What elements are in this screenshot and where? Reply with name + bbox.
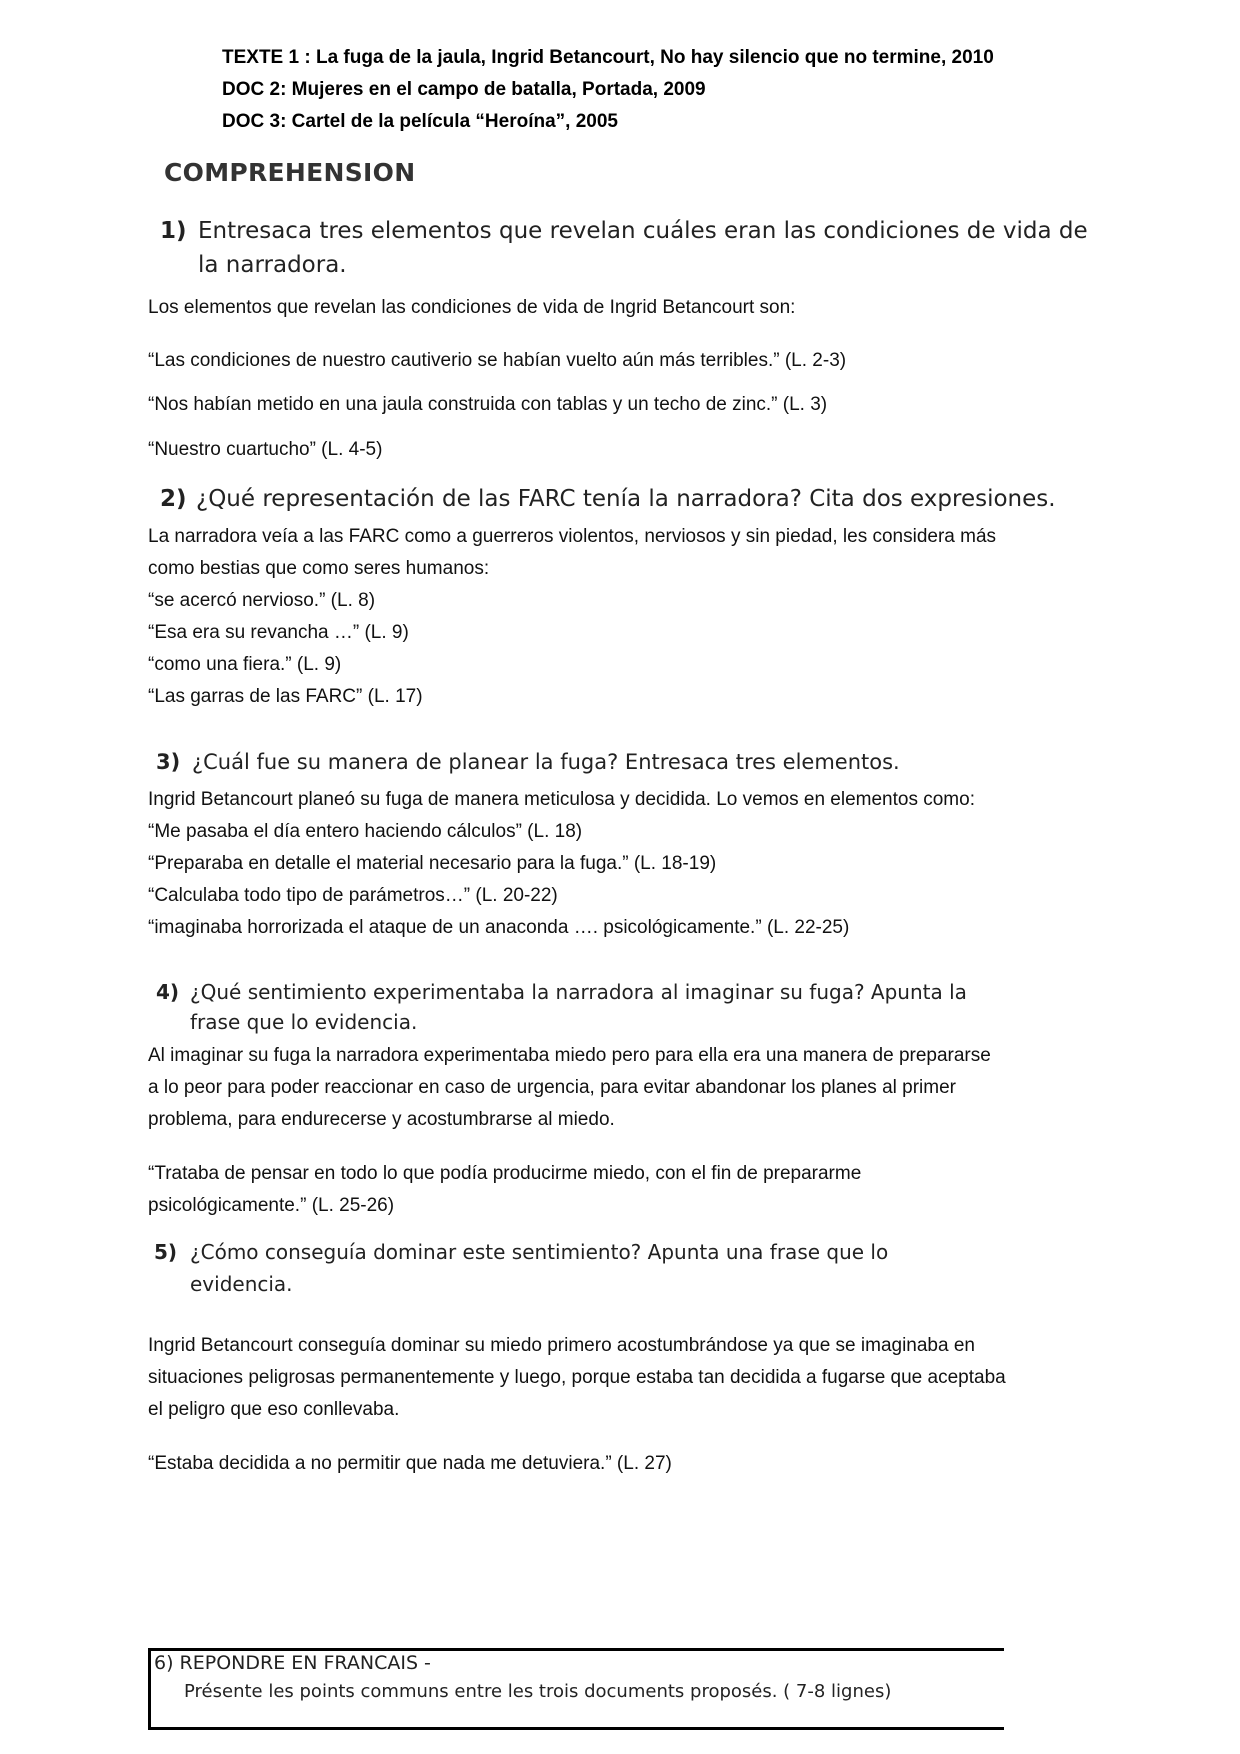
answer-5-quote: “Estaba decidida a no permitir que nada me detuviera.” (L. 27)	[148, 1453, 672, 1474]
answer-4-line: Al imaginar su fuga la narradora experimentaba miedo pero para ella era una manera de prepararse	[148, 1045, 991, 1066]
answer-3-quote: “Me pasaba el día entero haciendo cálculos” (L. 18)	[148, 821, 583, 842]
answer-2-line: La narradora veía a las FARC como a guerreros violentos, nerviosos y sin piedad, les considera más	[148, 526, 997, 547]
question-1	[160, 218, 1088, 244]
answer-3-quote: “imaginaba horrorizada el ataque de un anaconda …. psicológicamente.” (L. 22-25)	[148, 917, 850, 938]
answer-1-quote: “Nuestro cuartucho” (L. 4-5)	[148, 439, 383, 460]
question-text: Entresaca tres elementos que revelan cuáles eran las condiciones de vida de	[198, 218, 1088, 244]
question-text: ¿Qué representación de las FARC tenía la narradora? Cita dos expresiones.	[196, 486, 1056, 512]
question-5	[154, 1240, 888, 1264]
answer-5-line: el peligro que eso conllevaba.	[148, 1399, 400, 1420]
answer-3-intro: Ingrid Betancourt planeó su fuga de manera meticulosa y decidida. Lo vemos en elementos como:	[148, 789, 975, 810]
answer-2-quote: “Las garras de las FARC” (L. 17)	[148, 686, 423, 707]
question-number: 3)	[156, 750, 181, 774]
answer-2-line: como bestias que como seres humanos:	[148, 558, 490, 579]
question-3	[156, 750, 900, 774]
header-line-texte1: TEXTE 1 : La fuga de la jaula, Ingrid Betancourt, No hay silencio que no termine, 2010	[222, 47, 994, 68]
question-text: ¿Cuál fue su manera de planear la fuga? Entresaca tres elementos.	[192, 750, 900, 774]
header-line-doc2: DOC 2: Mujeres en el campo de batalla, Portada, 2009	[222, 79, 706, 100]
question-2	[160, 486, 1056, 512]
question-5-line2: evidencia.	[190, 1272, 293, 1296]
question-1-line2: la narradora.	[198, 252, 347, 278]
answer-4-line: problema, para endurecerse y acostumbrarse al miedo.	[148, 1109, 615, 1130]
answer-1-intro: Los elementos que revelan las condiciones de vida de Ingrid Betancourt son:	[148, 297, 796, 318]
question-6-text: Présente les points communs entre les trois documents proposés. ( 7-8 lignes)	[184, 1681, 892, 1702]
answer-2-quote: “como una fiera.” (L. 9)	[148, 654, 342, 675]
answer-4-line: a lo peor para poder reaccionar en caso de urgencia, para evitar abandonar los planes al primer	[148, 1077, 956, 1098]
answer-2-quote: “Esa era su revancha …” (L. 9)	[148, 622, 409, 643]
answer-4-quote: psicológicamente.” (L. 25-26)	[148, 1195, 395, 1216]
question-text: ¿Cómo conseguía dominar este sentimiento? Apunta una frase que lo	[190, 1240, 889, 1264]
question-6-title: 6) REPONDRE EN FRANCAIS -	[154, 1652, 431, 1674]
answer-1-quote: “Las condiciones de nuestro cautiverio se habían vuelto aún más terribles.” (L. 2-3)	[148, 350, 847, 371]
question-number: 2)	[160, 486, 187, 512]
header-line-doc3: DOC 3: Cartel de la película “Heroína”, 2005	[222, 111, 618, 132]
question-4-line2: frase que lo evidencia.	[190, 1010, 418, 1034]
answer-3-quote: “Calculaba todo tipo de parámetros…” (L. 20-22)	[148, 885, 558, 906]
answer-1-quote: “Nos habían metido en una jaula construida con tablas y un techo de zinc.” (L. 3)	[148, 394, 828, 415]
answer-3-quote: “Preparaba en detalle el material necesario para la fuga.” (L. 18-19)	[148, 853, 717, 874]
question-4	[156, 980, 967, 1004]
question-number: 5)	[154, 1240, 178, 1264]
answer-2-quote: “se acercó nervioso.” (L. 8)	[148, 590, 376, 611]
question-text: ¿Qué sentimiento experimentaba la narradora al imaginar su fuga? Apunta la	[190, 980, 967, 1004]
answer-5-line: Ingrid Betancourt conseguía dominar su miedo primero acostumbrándose ya que se imaginaba en	[148, 1335, 975, 1356]
answer-4-quote: “Trataba de pensar en todo lo que podía producirme miedo, con el fin de prepararme	[148, 1163, 862, 1184]
question-number: 1)	[160, 218, 187, 244]
answer-5-line: situaciones peligrosas permanentemente y luego, porque estaba tan decidida a fugarse que aceptaba	[148, 1367, 1006, 1388]
section-title: COMPREHENSION	[164, 158, 416, 187]
question-number: 4)	[156, 980, 180, 1004]
